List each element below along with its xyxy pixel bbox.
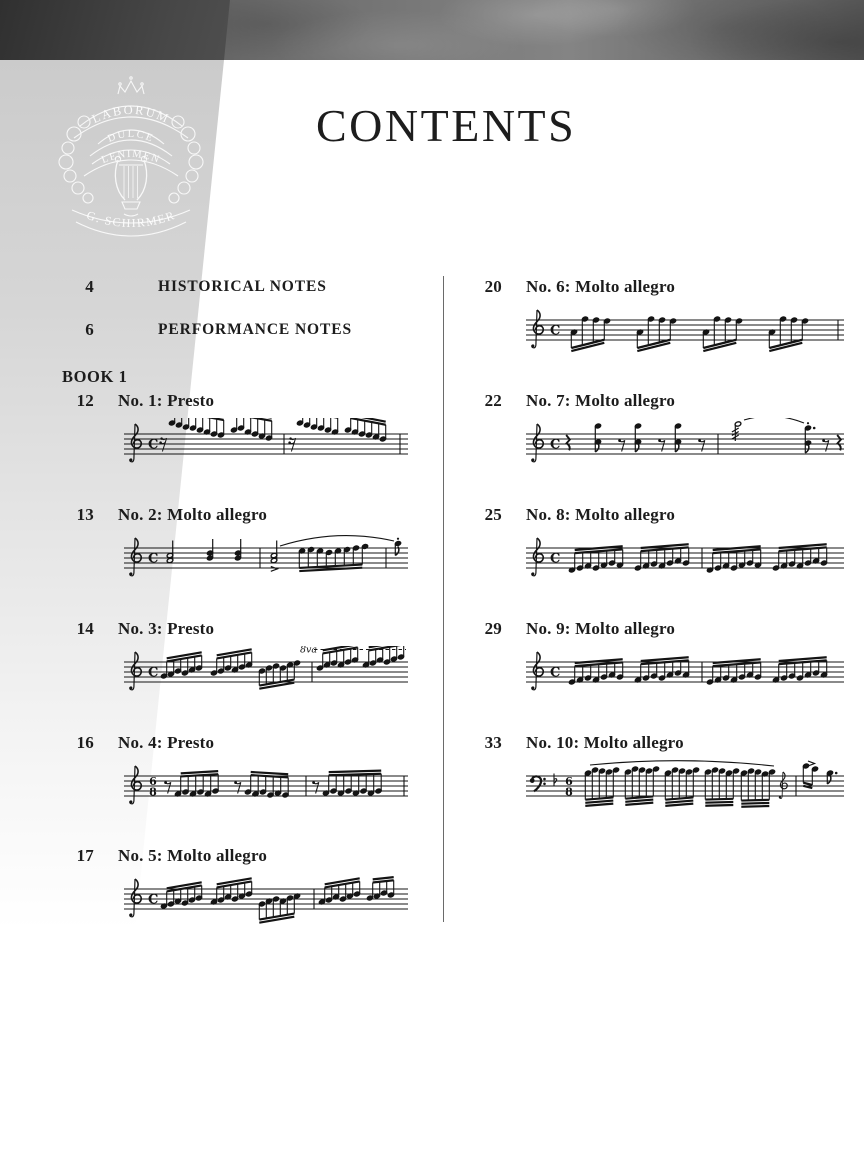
toc-entry-title: No. 1: Presto bbox=[118, 391, 215, 410]
toc-entry-title: No. 4: Presto bbox=[118, 733, 215, 752]
toc-entry-page-number: 13 bbox=[76, 505, 94, 524]
toc-entry-title: No. 8: Molto allegro bbox=[526, 505, 676, 524]
toc-entry bbox=[62, 619, 472, 723]
music-excerpt bbox=[114, 873, 410, 927]
toc-entry bbox=[470, 619, 864, 723]
toc-entry bbox=[470, 277, 864, 381]
music-excerpt bbox=[516, 646, 846, 700]
toc-entry-page-number: 17 bbox=[76, 846, 94, 865]
svg-text:C: C bbox=[550, 323, 561, 339]
toc-entry-page-number: 16 bbox=[76, 733, 94, 752]
toc-entry-title: No. 3: Presto bbox=[118, 619, 215, 638]
page-title: CONTENTS bbox=[316, 100, 577, 151]
svg-text:C: C bbox=[148, 665, 159, 681]
toc-entry-page-number: 14 bbox=[76, 619, 94, 638]
svg-text:C: C bbox=[148, 437, 159, 453]
svg-text:8: 8 bbox=[565, 785, 573, 799]
toc-entry-page-number: 22 bbox=[484, 391, 502, 410]
logo-motto-top: LABORUM bbox=[89, 102, 173, 127]
music-excerpt bbox=[516, 304, 846, 358]
toc-entry-title: No. 6: Molto allegro bbox=[526, 277, 676, 296]
music-excerpt bbox=[516, 760, 846, 814]
svg-text:8va: 8va bbox=[300, 646, 318, 656]
music-excerpt bbox=[516, 418, 846, 472]
toc-entry-title: No. 9: Molto allegro bbox=[526, 619, 676, 638]
book-label: BOOK 1 bbox=[62, 367, 128, 386]
front-matter-page-number: 4 bbox=[85, 277, 94, 296]
svg-text:6: 6 bbox=[565, 775, 573, 788]
svg-text:8: 8 bbox=[149, 785, 157, 799]
toc-entry bbox=[62, 733, 472, 837]
svg-text:C: C bbox=[550, 551, 561, 567]
music-excerpt bbox=[114, 760, 410, 814]
music-excerpt bbox=[114, 532, 410, 586]
logo-publisher-name: G. SCHIRMER bbox=[84, 207, 178, 231]
toc-entry-title: No. 7: Molto allegro bbox=[526, 391, 676, 410]
music-excerpt bbox=[114, 646, 410, 700]
toc-entry bbox=[62, 846, 472, 950]
toc-entry bbox=[62, 391, 472, 495]
svg-text:C: C bbox=[550, 437, 561, 453]
toc-entry-page-number: 20 bbox=[484, 277, 502, 296]
svg-text:C: C bbox=[550, 665, 561, 681]
toc-entry bbox=[62, 505, 472, 609]
toc-entry-title: No. 5: Molto allegro bbox=[118, 846, 268, 865]
front-matter-label: HISTORICAL NOTES bbox=[158, 278, 327, 295]
toc-entry-page-number: 33 bbox=[484, 733, 502, 752]
toc-entry-page-number: 25 bbox=[484, 505, 502, 524]
svg-text:C: C bbox=[148, 892, 159, 908]
toc-entry bbox=[470, 733, 864, 837]
toc-entry-title: No. 10: Molto allegro bbox=[526, 733, 684, 752]
logo-motto-bottom: LENIMEN bbox=[100, 148, 162, 167]
music-excerpt bbox=[114, 418, 410, 472]
front-matter-label: PERFORMANCE NOTES bbox=[158, 321, 352, 338]
toc-entry-page-number: 29 bbox=[484, 619, 502, 638]
logo-motto-mid: DULCE bbox=[106, 128, 156, 145]
toc-entry-title: No. 2: Molto allegro bbox=[118, 505, 268, 524]
music-excerpt bbox=[516, 532, 846, 586]
toc-entry bbox=[470, 391, 864, 495]
svg-text:C: C bbox=[148, 551, 159, 567]
svg-text:6: 6 bbox=[149, 775, 157, 788]
toc-entry bbox=[470, 505, 864, 609]
toc-entry-page-number: 12 bbox=[76, 391, 94, 410]
front-matter-page-number: 6 bbox=[85, 320, 94, 339]
